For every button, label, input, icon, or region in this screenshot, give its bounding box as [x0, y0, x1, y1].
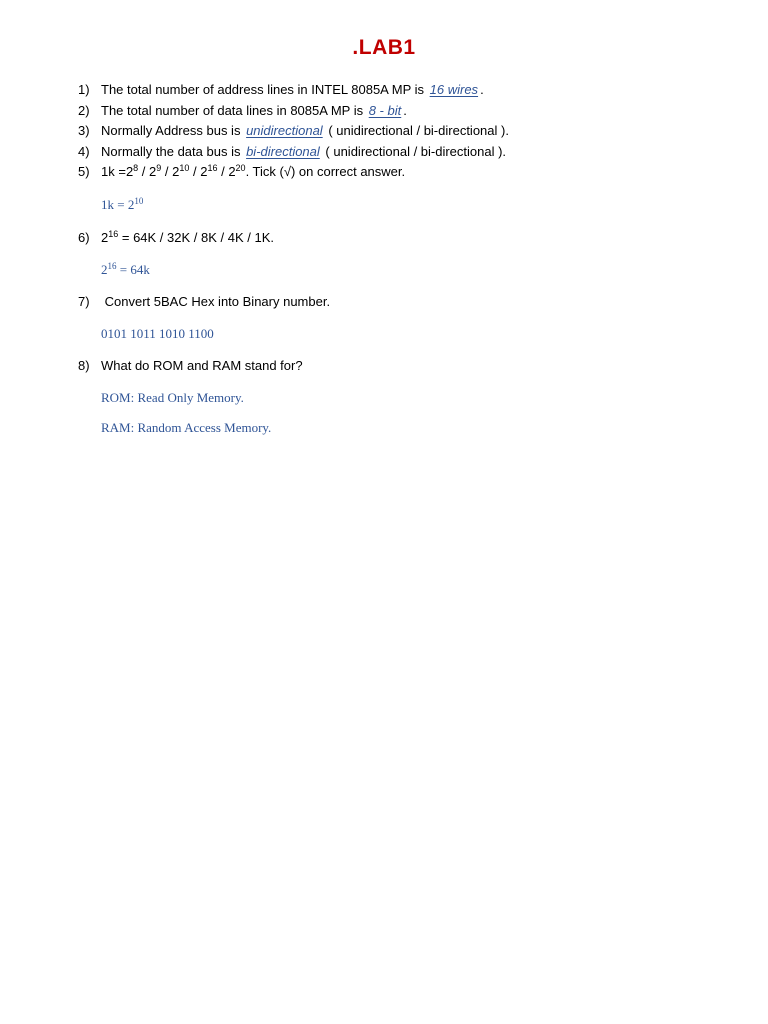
question-number: 2) [78, 103, 90, 118]
question-number: 8) [78, 358, 90, 373]
question-text: What do ROM and RAM stand for? [101, 358, 303, 373]
question-exponent: 16 [108, 229, 119, 239]
answer-blank: 8 - bit [368, 103, 402, 118]
answer-blank: bi-directional [246, 144, 320, 159]
answer-blank: 16 wires [429, 82, 479, 97]
question-7 [78, 294, 330, 310]
question-number: 1) [78, 82, 90, 97]
answer-exponent: 10 [134, 196, 144, 206]
answer-8-rom: ROM: Read Only Memory. [101, 390, 244, 405]
question-suffix: . Tick (√) on correct answer. [245, 164, 406, 179]
answer-exponent: 16 [107, 261, 117, 271]
question-8 [78, 358, 303, 374]
option-separator: / [138, 164, 150, 179]
question-5 [78, 164, 405, 180]
question-base: 2 [101, 230, 109, 245]
question-number: 4) [78, 144, 90, 159]
question-number: 7) [78, 294, 90, 309]
question-3 [78, 123, 509, 139]
answer-8-ram: RAM: Random Access Memory. [101, 420, 272, 435]
question-text: The total number of address lines in INTEL 8085A MP is [101, 82, 425, 97]
question-number: 6) [78, 230, 90, 245]
question-6 [78, 230, 274, 246]
answer-base: 1k = 2 [101, 197, 135, 212]
answer-text: = 64k [116, 262, 150, 277]
question-suffix: ( unidirectional / bi-directional ). [328, 123, 509, 138]
question-suffix: . [480, 82, 484, 97]
question-number: 3) [78, 123, 90, 138]
answer-6 [101, 262, 150, 278]
power-option: $2^{10}$ [172, 163, 190, 179]
question-suffix: ( unidirectional / bi-directional ). [325, 144, 507, 159]
power-option: $2^{16}$ [200, 163, 218, 179]
power-options [126, 164, 246, 179]
question-text: Normally the data bus is [101, 144, 241, 159]
page-title: .LAB1 [352, 36, 416, 59]
power-option: $2^9$ [149, 163, 162, 179]
answer-base: 2 [101, 262, 108, 277]
answer-7: 0101 1011 1010 1100 [101, 326, 214, 341]
question-number: 5) [78, 164, 90, 179]
question-suffix: . [403, 103, 407, 118]
question-1 [78, 82, 484, 98]
question-text: = 64K / 32K / 8K / 4K / 1K. [118, 230, 274, 245]
power-option: $2^8$ [125, 163, 139, 179]
power-option: $2^{20}$ [228, 163, 246, 179]
option-separator: / [189, 164, 201, 179]
question-2 [78, 103, 407, 119]
option-separator: / [217, 164, 229, 179]
answer-blank: unidirectional [246, 123, 323, 138]
answer-5 [101, 197, 143, 213]
question-prefix: 1k = [101, 164, 126, 179]
question-text: The total number of data lines in 8085A MP is [101, 103, 364, 118]
question-4 [78, 144, 506, 160]
question-text: Convert 5BAC Hex into Binary number. [104, 294, 331, 309]
question-text: Normally Address bus is [101, 123, 241, 138]
option-separator: / [161, 164, 173, 179]
